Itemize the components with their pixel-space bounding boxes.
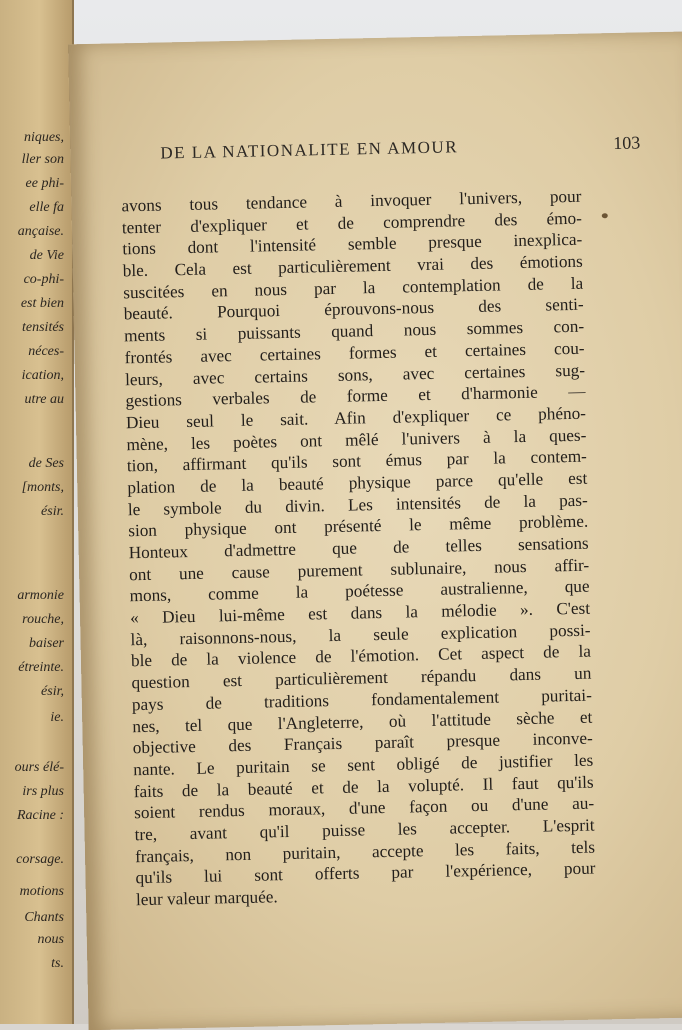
- facing-page-fragment: elle fa: [29, 200, 64, 215]
- running-head-title: DE LA NATIONALITE EN AMOUR: [160, 137, 459, 163]
- facing-page-fragment: ller son: [21, 152, 64, 167]
- facing-page-fragment: ie.: [50, 710, 64, 725]
- facing-page-fragment: irs plus: [22, 784, 64, 799]
- facing-page-fragment: rouche,: [22, 612, 64, 627]
- text-line: tions dont l'intensité semble presque inexplica-: [122, 230, 583, 259]
- text-line: soient rendus moraux, d'une façon ou d'une au-: [133, 793, 595, 823]
- facing-page-fragment: Racine :: [16, 808, 64, 823]
- facing-page-fragment: armonie: [17, 588, 64, 603]
- text-line: ont une cause purement sublunaire, nous affir-: [128, 555, 590, 584]
- facing-page-fragment: [monts,: [21, 480, 64, 495]
- facing-page-fragment: Chants: [24, 910, 64, 925]
- text-line: français, non puritain, accepte les faits, tels: [134, 837, 596, 866]
- text-line: nes, tel que l'Angleterre, où l'attitude sèche et: [132, 707, 593, 736]
- facing-page-fragment: ançaise.: [17, 224, 64, 239]
- text-line: gestions verbales de forme et d'harmonie —: [125, 381, 586, 411]
- text-line: mons, comme la poétesse australienne, que: [129, 577, 590, 606]
- facing-page-fragment: ésir.: [41, 504, 64, 519]
- text-line: pays de traditions fondamentalement puritai-: [131, 685, 593, 715]
- text-line: leur valeur marquée.: [135, 887, 278, 910]
- text-line: tre, avant qu'il puisse les accepter. L'esprit: [134, 815, 595, 845]
- text-line: suscitées en nous par la contemplation de la: [123, 273, 584, 303]
- text-line: le symbole du divin. Les intensités de la pas-: [127, 490, 588, 519]
- facing-page-fragment: est bien: [20, 296, 64, 311]
- facing-page-fragment: de Vie: [29, 248, 64, 263]
- text-line: faits de la beauté et de la volupté. Il faut qu'ils: [133, 772, 594, 801]
- facing-page-fragment: de Ses: [28, 456, 64, 471]
- paper-speck: [602, 213, 608, 218]
- running-head: [160, 132, 640, 163]
- facing-page-fragment: néces-: [28, 344, 64, 359]
- facing-page-fragment: tensités: [22, 320, 64, 335]
- text-line: frontés avec certaines formes et certaines cou-: [124, 338, 585, 368]
- text-line: ble. Cela est particulièrement vrai des émotions: [122, 251, 583, 281]
- facing-page-fragment: baiser: [29, 636, 64, 651]
- text-line: là, raisonnons-nous, la seule explication possi-: [130, 620, 591, 649]
- page-number: 103: [613, 132, 641, 154]
- facing-page-fragment: corsage.: [16, 852, 64, 867]
- text-line: plation de la beauté physique parce qu'elle est: [127, 468, 588, 498]
- text-line: qu'ils lui sont offerts par l'expérience, pour: [135, 858, 596, 888]
- facing-page-fragment: utre au: [24, 392, 64, 407]
- text-line: mène, les poètes ont mêlé l'univers à la ques-: [126, 425, 587, 454]
- facing-page-fragment: co-phi-: [23, 272, 64, 287]
- body-text: [121, 186, 596, 911]
- text-line: question est particulièrement répandu dans un: [131, 663, 592, 693]
- text-line: ments si puissants quand nous sommes con-: [123, 316, 585, 346]
- facing-page-fragment: étreinte.: [18, 660, 64, 675]
- text-line: Honteux d'admettre que de telles sensations: [128, 533, 589, 563]
- facing-page-fragment: ts.: [51, 956, 64, 971]
- text-line: beauté. Pourquoi éprouvons-nous des senti-: [123, 295, 584, 324]
- text-line: leurs, avec certains sons, avec certaines sug-: [124, 360, 586, 389]
- text-line: objective des Français paraît presque inconve-: [132, 728, 593, 758]
- text-line: Dieu seul le sait. Afin d'expliquer ce phéno-: [125, 403, 587, 433]
- facing-page-fragment: ésir,: [41, 684, 64, 699]
- text-line: avons tous tendance à invoquer l'univers, pour: [121, 186, 582, 216]
- facing-page-edge: [0, 0, 74, 1024]
- text-line: sion physique ont présenté le même problème.: [128, 511, 589, 541]
- text-line: ble de la violence de l'émotion. Cet aspect de la: [130, 642, 592, 671]
- text-line: nante. Le puritain se sent obligé de justifier les: [133, 750, 594, 780]
- facing-page-fragment: ee phi-: [25, 176, 64, 191]
- facing-page-fragment: niques,: [23, 130, 64, 145]
- facing-page-fragment: nous: [37, 932, 64, 947]
- facing-page-fragment: ication,: [21, 368, 64, 383]
- facing-page-fragment: ours élé-: [14, 760, 64, 775]
- text-line: tenter d'expliquer et de comprendre des émo-: [121, 208, 583, 238]
- facing-page-fragment: motions: [19, 884, 64, 899]
- text-line: tion, affirmant qu'ils sont émus par la contem-: [126, 446, 588, 476]
- text-line: « Dieu lui-même est dans la mélodie ». C'est: [129, 598, 591, 628]
- book-page: [68, 32, 682, 1030]
